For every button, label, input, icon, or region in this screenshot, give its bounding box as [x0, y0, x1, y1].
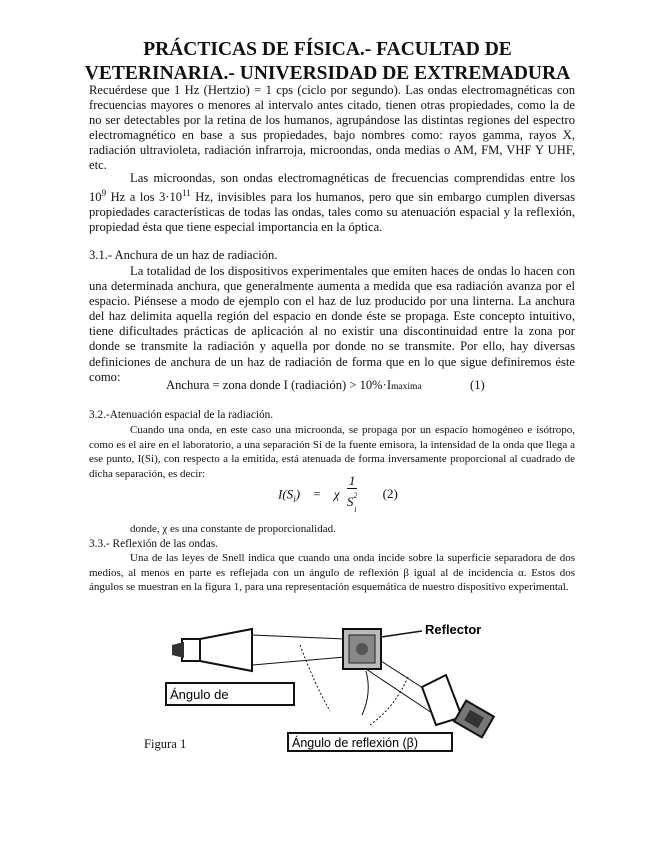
equation-1-number: (1) [470, 378, 485, 392]
eq2-lhs-close: ) [295, 486, 301, 502]
equation-1 [166, 378, 485, 393]
document-title [60, 38, 595, 86]
section-3-1-body: La totalidad de los dispositivos experimentales que emiten haces de ondas lo hacen con una determinada anchura, que generalmente aumenta a medida que esa radiación avanza por el espacio. Piénsese a modo de ejemplo con el haz de luz producido por una linterna. La anchura del haz delimita aquella región del espacio en donde éste se propaga. Este concepto intuitivo, tiene dificultades prácticas de aplicación al no existir una discontinuidad entre la zona por donde se transmite la radiación y aquella por donde no se transmite. Por ello, hay diversas definiciones de anchura de un haz de radiación de forma que en lo que sigue definiremos éste como: [89, 264, 575, 384]
normal-line [362, 671, 368, 715]
eq2-lhs: I(S [278, 486, 294, 502]
figure-1-caption: Figura 1 [144, 736, 187, 751]
reflected-beam-bottom [366, 669, 432, 713]
receiver-horn-icon [422, 675, 494, 737]
title-line-1: PRÁCTICAS DE FÍSICA.- FACULTAD DE [143, 39, 512, 60]
section-3-2-body: Cuando una onda, en este caso una microonda, se propaga por un espacio homogéneo e isótropo, como es el aire en el laboratorio, a una separación Si de la fuente emisora, la intensidad de la onda que llega a ese punto, I(Si), con respecto a la emitida, está atenuada de forma inversamente proporcional al cuadrado de dicha separación, es decir: [89, 424, 575, 480]
eq2-numerator: 1 [348, 473, 356, 488]
p2-text-b: Hz a los 3·10 [106, 190, 183, 205]
eq2-den-sub: i [354, 505, 357, 514]
p2-exponent-2: 11 [182, 188, 191, 199]
incidence-arc [300, 645, 330, 711]
eq2-equals: = [313, 486, 321, 502]
section-3-3-body: Una de las leyes de Snell indica que cuando una onda incide sobre la superficie separadora de dos medios, al menos en parte es reflejada con un ángulo de reflexión β igual al de incidencia α. Estos dos ángulos se muestran en la figura 1, para una representación esquemática de nuestro dispositivo experimental. [89, 552, 575, 593]
intro-paragraph-1: Recuérdese que 1 Hz (Hertzio) = 1 cps (ciclo por segundo). Las ondas electromagnéticas con frecuencias mayores o menores al intervalo antes citado, tienen otras propiedades, como la de no ser detectables por la retina de los humanos, agrupándose las distintas regiones del espectro electromagnético en base a sus propiedades, bajo nombres como: rayos gamma, rayos X, radiación ultravioleta, radiación infrarroja, microondas, onda medias o AM, FM, VHF Y UHF, etc. [89, 83, 575, 173]
section-3-3-heading: 3.3.- Reflexión de las ondas. [89, 538, 218, 550]
reflector-label: Reflector [425, 622, 482, 637]
p2-text-a: Las microondas, son ondas electromagnéticas de frecuencias comprendidas entre los 10 [89, 171, 575, 205]
eq2-den-base: S [346, 493, 354, 509]
title-line-2: VETERINARIA.- UNIVERSIDAD DE EXTREMADURA [84, 63, 571, 84]
emitter-horn-icon [172, 629, 252, 671]
eq2-lhs-sub: i [293, 494, 296, 505]
incident-beam-bottom [252, 657, 345, 665]
figure-1-diagram [140, 615, 520, 755]
intro-paragraph-2 [89, 171, 575, 236]
reflector-icon [343, 629, 381, 669]
equation-1-text: Anchura = zona donde I (radiación) > 10%·I [166, 378, 392, 392]
eq2-fraction [347, 474, 358, 517]
section-3-2-heading: 3.2.-Atenuación espacial de la radiación. [89, 409, 274, 421]
p2-text-c: Hz, invisibles para los humanos, pero que sin embargo cumplen diversas propiedades características de todas las ondas, tales como su atenuación espacial y la reflexión, propiedad ésta que tiene especial importancia en la óptica. [89, 190, 575, 235]
reflector-pointer [381, 631, 422, 637]
p2-exponent-1: 9 [101, 188, 107, 199]
reflection-label: Ángulo de reflexión (β) [292, 736, 419, 750]
equation-2 [278, 474, 398, 517]
eq2-chi: χ [333, 486, 340, 502]
incidence-label: Ángulo de [170, 687, 229, 702]
incident-beam-top [252, 635, 345, 639]
section-3-1-heading: 3.1.- Anchura de un haz de radiación. [89, 248, 278, 262]
equation-2-number: (2) [382, 486, 398, 502]
eq2-denominator [347, 488, 358, 517]
equation-1-subscript: maxima [391, 382, 422, 392]
section-3-2-where: donde, χ es una constante de proporcionalidad. [130, 523, 336, 535]
eq2-den-sup: 2 [353, 491, 358, 500]
